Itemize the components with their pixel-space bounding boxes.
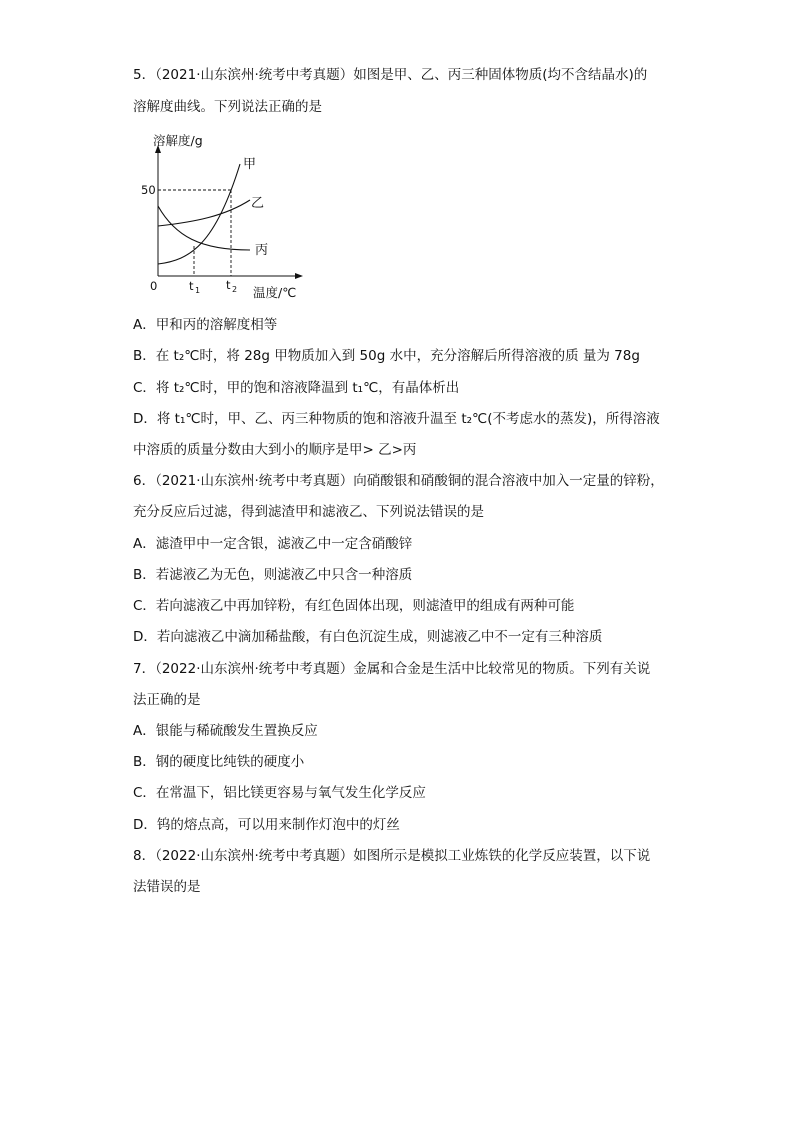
curve-bing bbox=[158, 206, 250, 250]
q6-option-c: C．若向滤液乙中再加锌粉，有红色固体出现，则滤渣甲的组成有两种可能 bbox=[133, 598, 575, 614]
q7-stem-line-1: 7．（2022·山东滨州·统考中考真题）金属和合金是生活中比较常见的物质。下列有关说 bbox=[133, 661, 651, 677]
q6-option-d: D．若向滤液乙中滴加稀盐酸，有白色沉淀生成，则滤液乙中不一定有三种溶质 bbox=[133, 629, 603, 645]
svg-text:2: 2 bbox=[232, 285, 238, 294]
q6-option-b: B．若滤液乙为无色，则滤液乙中只含一种溶质 bbox=[133, 567, 413, 583]
q6-stem-line-1: 6．（2021·山东滨州·统考中考真题）向硝酸银和硝酸铜的混合溶液中加入一定量的锌粉， bbox=[133, 473, 664, 489]
q5-option-a: A．甲和丙的溶解度相等 bbox=[133, 317, 278, 333]
svg-text:t: t bbox=[226, 278, 231, 292]
q7-option-b: B．钢的硬度比纯铁的硬度小 bbox=[133, 754, 305, 770]
q5-option-c: C．将 t₂℃时，甲的饱和溶液降温到 t₁℃，有晶体析出 bbox=[133, 380, 460, 396]
q8-stem-line-2: 法错误的是 bbox=[133, 879, 201, 895]
q6-stem-line-2: 充分反应后过滤，得到滤渣甲和滤液乙、下列说法错误的是 bbox=[133, 504, 484, 520]
q7-option-d: D．钨的熔点高，可以用来制作灯泡中的灯丝 bbox=[133, 817, 400, 833]
x-axis-arrow bbox=[295, 273, 303, 279]
q5-option-d-line-2: 中溶质的质量分数由大到小的顺序是甲> 乙>丙 bbox=[133, 442, 417, 458]
y-axis-label: 溶解度/g bbox=[153, 133, 203, 148]
curve-yi bbox=[158, 200, 250, 226]
solubility-chart bbox=[140, 130, 310, 310]
y-tick-50: 50 bbox=[141, 183, 156, 197]
curve-label-jia: 甲 bbox=[243, 157, 257, 172]
q6-option-a: A．滤渣甲中一定含银，滤液乙中一定含硝酸锌 bbox=[133, 536, 413, 552]
x-axis-label: 温度/℃ bbox=[253, 285, 297, 300]
q5-stem-line-1: 5．（2021·山东滨州·统考中考真题）如图是甲、乙、丙三种固体物质(均不含结晶水)的 bbox=[133, 67, 648, 83]
origin-label: 0 bbox=[150, 279, 158, 293]
t2-label bbox=[226, 278, 237, 294]
q8-stem-line-1: 8．（2022·山东滨州·统考中考真题）如图所示是模拟工业炼铁的化学反应装置，以下说 bbox=[133, 848, 651, 864]
q5-stem-line-2: 溶解度曲线。下列说法正确的是 bbox=[133, 99, 322, 115]
q7-option-a: A．银能与稀硫酸发生置换反应 bbox=[133, 723, 318, 739]
svg-text:t: t bbox=[189, 279, 194, 293]
t1-label bbox=[189, 279, 200, 295]
curve-label-yi: 乙 bbox=[251, 196, 265, 211]
q5-option-b: B．在 t₂℃时，将 28g 甲物质加入到 50g 水中，充分溶解后所得溶液的质 量为 78g bbox=[133, 348, 640, 364]
q7-stem-line-2: 法正确的是 bbox=[133, 692, 201, 708]
q5-option-d-line-1: D．将 t₁℃时，甲、乙、丙三种物质的饱和溶液升温至 t₂℃(不考虑水的蒸发)，所得溶液 bbox=[133, 411, 660, 427]
svg-text:1: 1 bbox=[195, 286, 201, 295]
q7-option-c: C．在常温下，铝比镁更容易与氧气发生化学反应 bbox=[133, 785, 426, 801]
curve-label-bing: 丙 bbox=[255, 243, 269, 258]
